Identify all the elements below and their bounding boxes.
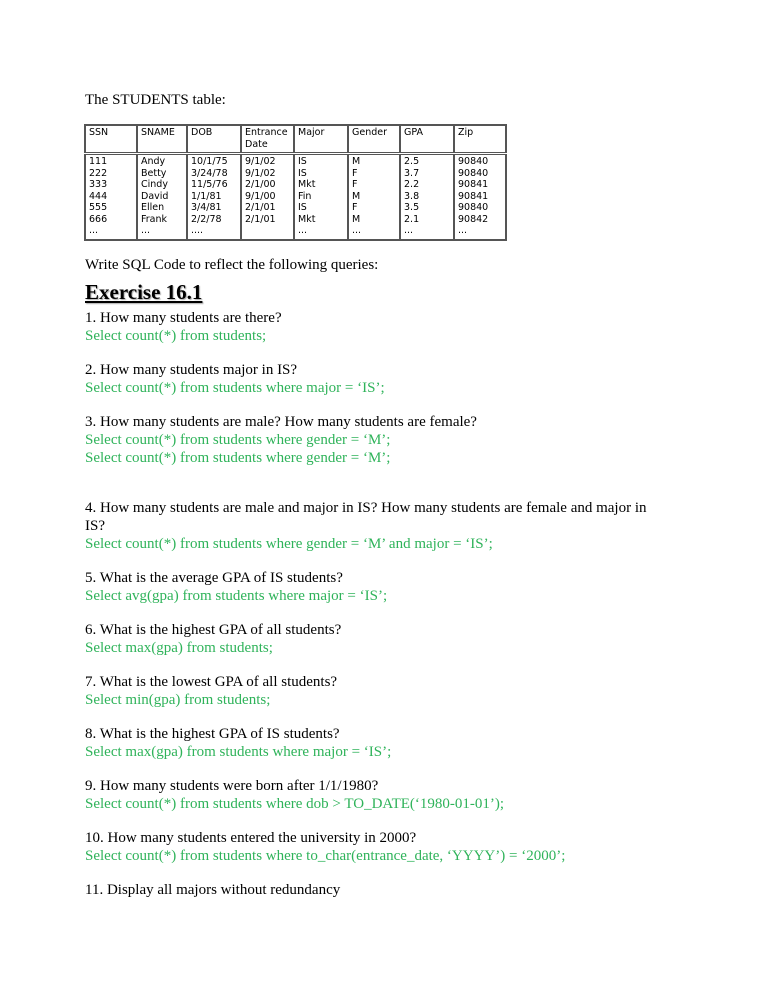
table-cell: 9/1/00 <box>245 190 276 202</box>
column-header: SSN <box>85 125 137 154</box>
table-cell: M <box>352 190 361 202</box>
table-cell: 111 <box>89 156 108 167</box>
table-cell: 90841 <box>458 179 489 190</box>
table-cell: ... <box>352 225 362 236</box>
sql-answer: Select max(gpa) from students; <box>85 640 273 656</box>
table-cell: M <box>352 213 361 225</box>
sql-answer: Select count(*) from students where major = ‘IS’; <box>85 380 385 396</box>
exercise-title: Exercise 16.1 <box>85 280 203 304</box>
question-text: 2. How many students major in IS? <box>85 362 298 378</box>
column-cells <box>400 154 454 241</box>
table-cell: IS <box>298 202 307 213</box>
table-cell: F <box>352 167 358 179</box>
column-header: GPA <box>400 125 454 154</box>
sql-answer: Select count(*) from students where dob > TO_DATE(‘1980-01-01’); <box>85 796 505 812</box>
column-cells <box>187 154 241 241</box>
table-cell: 3.7 <box>404 167 420 179</box>
column-cells <box>241 154 294 241</box>
table-cell: 1/1/81 <box>191 190 222 202</box>
students-table <box>84 124 507 241</box>
table-cell: 444 <box>89 190 108 202</box>
sql-answer: Select max(gpa) from students where major = ‘IS’; <box>85 744 392 760</box>
question-text: 11. Display all majors without redundancy <box>85 882 341 898</box>
sql-answer: Select count(*) from students; <box>85 328 267 344</box>
table-cell: 11/5/76 <box>191 179 228 190</box>
table-cell: 2.1 <box>404 213 420 225</box>
sql-answer: Select count(*) from students where gender = ‘M’ and major = ‘IS’; <box>85 536 493 552</box>
table-caption: The STUDENTS table: <box>85 92 226 108</box>
table-cell: Andy <box>141 156 166 167</box>
column-cells <box>348 154 400 241</box>
question-text: 8. What is the highest GPA of IS students? <box>85 726 340 742</box>
table-cell: 2/2/78 <box>191 213 222 225</box>
question-text: 1. How many students are there? <box>85 310 282 326</box>
table-cell: Frank <box>141 213 168 225</box>
column-header: Entrance Date <box>241 125 294 154</box>
table-cell: Betty <box>141 167 167 179</box>
column-header: Gender <box>348 125 400 154</box>
table-cell: Fin <box>298 190 312 202</box>
column-header: DOB <box>187 125 241 154</box>
table-cell: 9/1/02 <box>245 167 276 179</box>
table-cell: F <box>352 179 358 190</box>
column-cells <box>137 154 187 241</box>
question-text: 4. How many students are male and major in IS? How many students are female and major in <box>85 500 647 516</box>
table-cell: 2/1/01 <box>245 202 276 213</box>
table-cell: ... <box>458 225 468 236</box>
table-cell: 3.5 <box>404 202 420 213</box>
table-cell: 3.8 <box>404 190 420 202</box>
table-cell: 90840 <box>458 156 489 167</box>
table-cell: Ellen <box>141 202 165 213</box>
table-cell: 666 <box>89 213 108 225</box>
sql-answer: Select min(gpa) from students; <box>85 692 271 708</box>
question-text: 6. What is the highest GPA of all students? <box>85 622 342 638</box>
table-cell: 222 <box>89 167 108 179</box>
table-cell: .... <box>191 225 204 236</box>
sql-answer: Select count(*) from students where gender = ‘M’; <box>85 432 391 448</box>
table-cell: 555 <box>89 202 108 213</box>
sql-answer: Select count(*) from students where to_char(entrance_date, ‘YYYY’) = ‘2000’; <box>85 848 566 864</box>
table-cell: 2.5 <box>404 156 420 167</box>
sql-answer: Select avg(gpa) from students where major = ‘IS’; <box>85 588 388 604</box>
table-cell: David <box>141 190 169 202</box>
question-text: 9. How many students were born after 1/1/1980? <box>85 778 379 794</box>
table-cell: 90840 <box>458 167 489 179</box>
question-text: 5. What is the average GPA of IS students? <box>85 570 343 586</box>
table-cell: M <box>352 156 361 167</box>
column-cells <box>85 154 137 241</box>
table-cell: IS <box>298 156 307 167</box>
table-cell: Mkt <box>298 213 316 225</box>
column-cells <box>454 154 506 241</box>
table-cell: 90842 <box>458 213 489 225</box>
table-cell: 2.2 <box>404 179 420 190</box>
question-text: 3. How many students are male? How many students are female? <box>85 414 477 430</box>
table-cell: ... <box>89 225 99 236</box>
table-cell: Mkt <box>298 179 316 190</box>
question-text: 10. How many students entered the university in 2000? <box>85 830 417 846</box>
question-text: IS? <box>85 518 105 534</box>
sql-answer: Select count(*) from students where gender = ‘M’; <box>85 450 391 466</box>
column-header: Zip <box>454 125 506 154</box>
table-cell: 333 <box>89 179 108 190</box>
column-cells <box>294 154 348 241</box>
table-cell: ... <box>298 225 308 236</box>
column-header: SNAME <box>137 125 187 154</box>
table-cell: 90840 <box>458 202 489 213</box>
table-cell: 2/1/00 <box>245 179 276 190</box>
table-cell: F <box>352 202 358 213</box>
table-cell: 2/1/01 <box>245 213 276 225</box>
table-cell: ... <box>141 225 151 236</box>
table-cell: 3/24/78 <box>191 167 228 179</box>
table-cell: 9/1/02 <box>245 156 276 167</box>
column-header: Major <box>294 125 348 154</box>
table-cell: 90841 <box>458 190 489 202</box>
instruction-text: Write SQL Code to reflect the following queries: <box>85 257 379 273</box>
table-cell: 10/1/75 <box>191 156 228 167</box>
table-cell: Cindy <box>141 179 168 190</box>
table-cell: IS <box>298 167 307 179</box>
question-text: 7. What is the lowest GPA of all students? <box>85 674 338 690</box>
table-cell: 3/4/81 <box>191 202 222 213</box>
table-cell: ... <box>404 225 414 236</box>
